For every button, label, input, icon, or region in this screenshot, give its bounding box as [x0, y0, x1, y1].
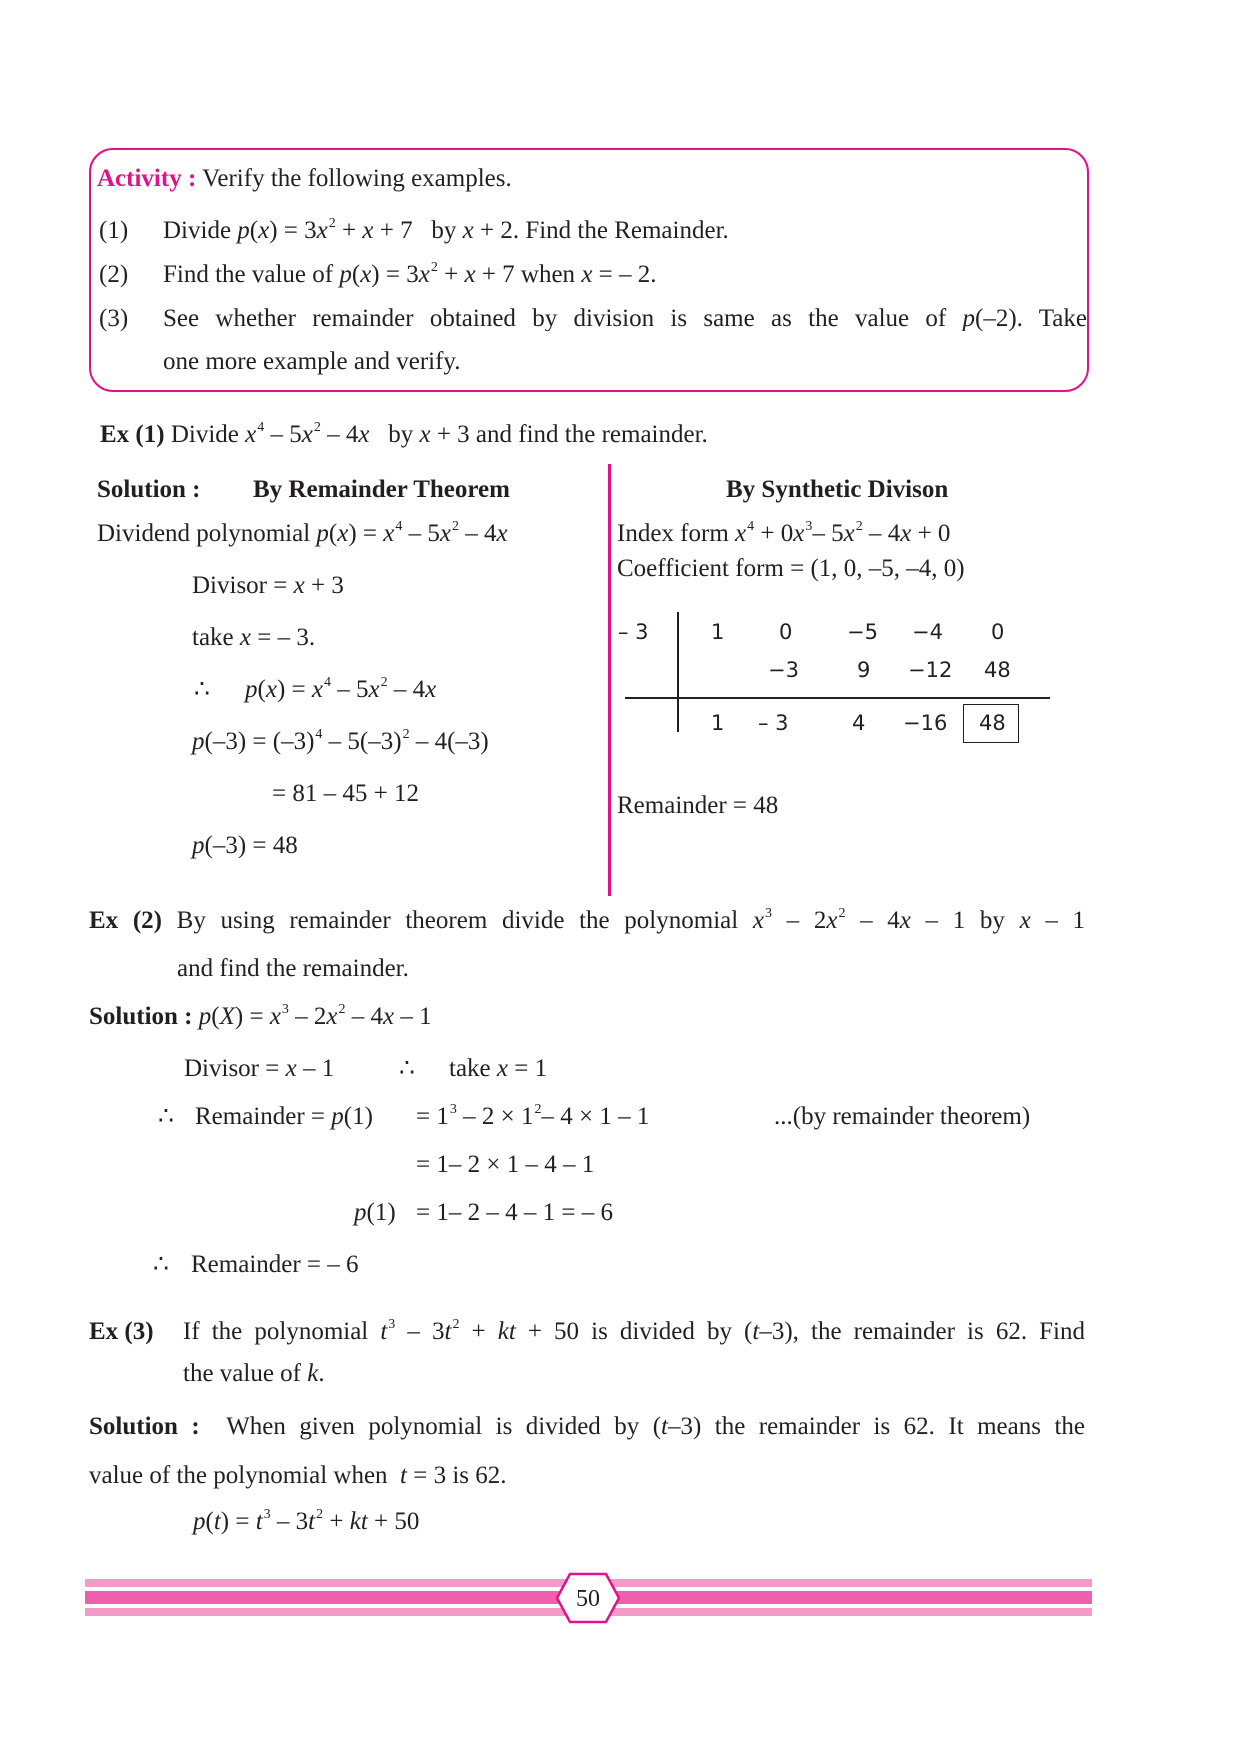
ex1-substitution: $p(-3) = (-3)^4 - 5(-3)^2 - 4(-3)$	[192, 727, 489, 755]
ex1-index-form: Index form $x^4 + 0x^3-$ $5x^2 - 4x + 0$	[617, 519, 951, 547]
ex1-px-line: $p(x) = x^4 - 5x^2 - 4x$	[245, 675, 437, 703]
ex3-label: Ex (3)	[89, 1318, 154, 1345]
activity-item-1-num: (1)	[99, 217, 129, 244]
activity-intro: Verify the following examples.	[202, 165, 512, 192]
synthetic-row1-cell: 1	[711, 620, 725, 644]
synthetic-divisor: – 3	[618, 620, 649, 644]
ex1-divisor: Divisor = x + 3	[192, 572, 344, 599]
activity-item-3-line1: See whether remainder obtained by division is same as the value of p(–2). Take	[163, 306, 1087, 331]
ex2-remainder-expression: = $1^3 - 2 \times 1^2-$ 4 × 1 – 1	[416, 1102, 650, 1130]
ex2-step2: = 1– 2 × 1 – 4 – 1	[416, 1151, 595, 1178]
activity-item-3-line2: one more example and verify.	[163, 348, 461, 375]
ex2-take: take x = 1	[449, 1055, 548, 1082]
ex1-result: p(–3) = 48	[192, 832, 298, 859]
synthetic-row2-cell: −12	[908, 658, 953, 682]
ex2-remainder-label: Remainder = p(1)	[195, 1103, 373, 1130]
synthetic-vertical-line	[677, 612, 679, 732]
ex1-solution-label: Solution :	[97, 476, 201, 503]
ex1-take: take x = – 3.	[192, 624, 316, 651]
synthetic-row1-cell: 0	[991, 620, 1005, 644]
ex2-remainder-therefore: ∴	[158, 1103, 174, 1130]
ex3-solution-line2: value of the polynomial when t = 3 is 62.	[89, 1462, 507, 1489]
activity-item-1: Divide $p(x) = 3x^2 + x + 7$ by x + 2. Find the Remainder.	[163, 216, 729, 244]
ex1-dividend: Dividend polynomial $p(x) = x^4 - 5x^2 - 4x$	[97, 519, 508, 547]
synthetic-row1-cell: 0	[779, 620, 793, 644]
ex1-coefficient-form: Coefficient form = (1, 0, –5, –4, 0)	[617, 555, 965, 582]
ex1-remainder: Remainder = 48	[617, 792, 779, 819]
activity-item-2-num: (2)	[99, 261, 129, 288]
ex1-right-heading: By Synthetic Divison	[726, 476, 949, 503]
ex2-divisor-therefore: ∴	[399, 1055, 415, 1082]
activity-heading: Activity :	[97, 165, 197, 192]
ex2-step3: = 1– 2 – 4 – 1 = – 6	[416, 1199, 613, 1226]
synthetic-row2-cell: 9	[857, 658, 871, 682]
ex1-arithmetic: = 81 – 45 + 12	[272, 780, 419, 807]
ex2-solution-line: Solution : $p(X) = x^3 - 2x^2 - 4x - 1$	[89, 1002, 432, 1030]
synthetic-row2-cell: 48	[984, 658, 1011, 682]
activity-item-2: Find the value of $p(x) = 3x^2 + x + 7$ when x = – 2.	[163, 260, 657, 288]
synthetic-row1-cell: −4	[912, 620, 943, 644]
ex2-question-line1: Ex (2) By using remainder theorem divide the polynomial $x^3 - 2x^2 - 4x - 1$ by x – 1	[89, 906, 1086, 934]
ex3-question-line1: If the polynomial $t^3 - 3t^2$ + kt + 50 is divided by (t–3), the remainder is 62. Find	[183, 1317, 1086, 1345]
ex2-remainder-note: ...(by remainder theorem)	[774, 1103, 1031, 1130]
ex2-question-line2: and find the remainder.	[177, 955, 409, 982]
ex2-divisor: Divisor = x – 1	[184, 1055, 335, 1082]
ex1-therefore-symbol: ∴	[194, 676, 210, 703]
ex1-column-divider	[608, 464, 611, 896]
synthetic-row1-cell: −5	[847, 620, 878, 644]
ex3-solution-line1: Solution : When given polynomial is divided by (t–3) the remainder is 62. It means the	[89, 1413, 1085, 1440]
ex2-final-therefore: ∴	[153, 1251, 169, 1278]
activity-intro-line	[97, 166, 512, 191]
activity-item-3-num: (3)	[99, 305, 129, 332]
synthetic-row3-cell: −16	[903, 711, 948, 735]
ex1-question: Ex (1) Divide $x^4 - 5x^2 - 4x$ by x + 3 and find the remainder.	[100, 420, 708, 448]
ex3-pt-line: $p(t) = t^3 - 3t^2$ + kt + 50	[193, 1507, 420, 1535]
ex2-final-remainder: Remainder = – 6	[191, 1251, 359, 1278]
synthetic-remainder-value: 48	[979, 711, 1006, 735]
ex2-p1-label: p(1)	[354, 1199, 396, 1226]
synthetic-horizontal-line	[625, 697, 1050, 699]
synthetic-row3-cell: 4	[852, 711, 866, 735]
page-number: 50	[576, 1586, 600, 1612]
ex3-question-line2: the value of k.	[183, 1360, 325, 1387]
synthetic-row3-cell: 1	[711, 711, 725, 735]
ex1-left-heading: By Remainder Theorem	[253, 476, 510, 503]
synthetic-row2-cell: −3	[768, 658, 799, 682]
synthetic-row3-cell: – 3	[758, 711, 789, 735]
